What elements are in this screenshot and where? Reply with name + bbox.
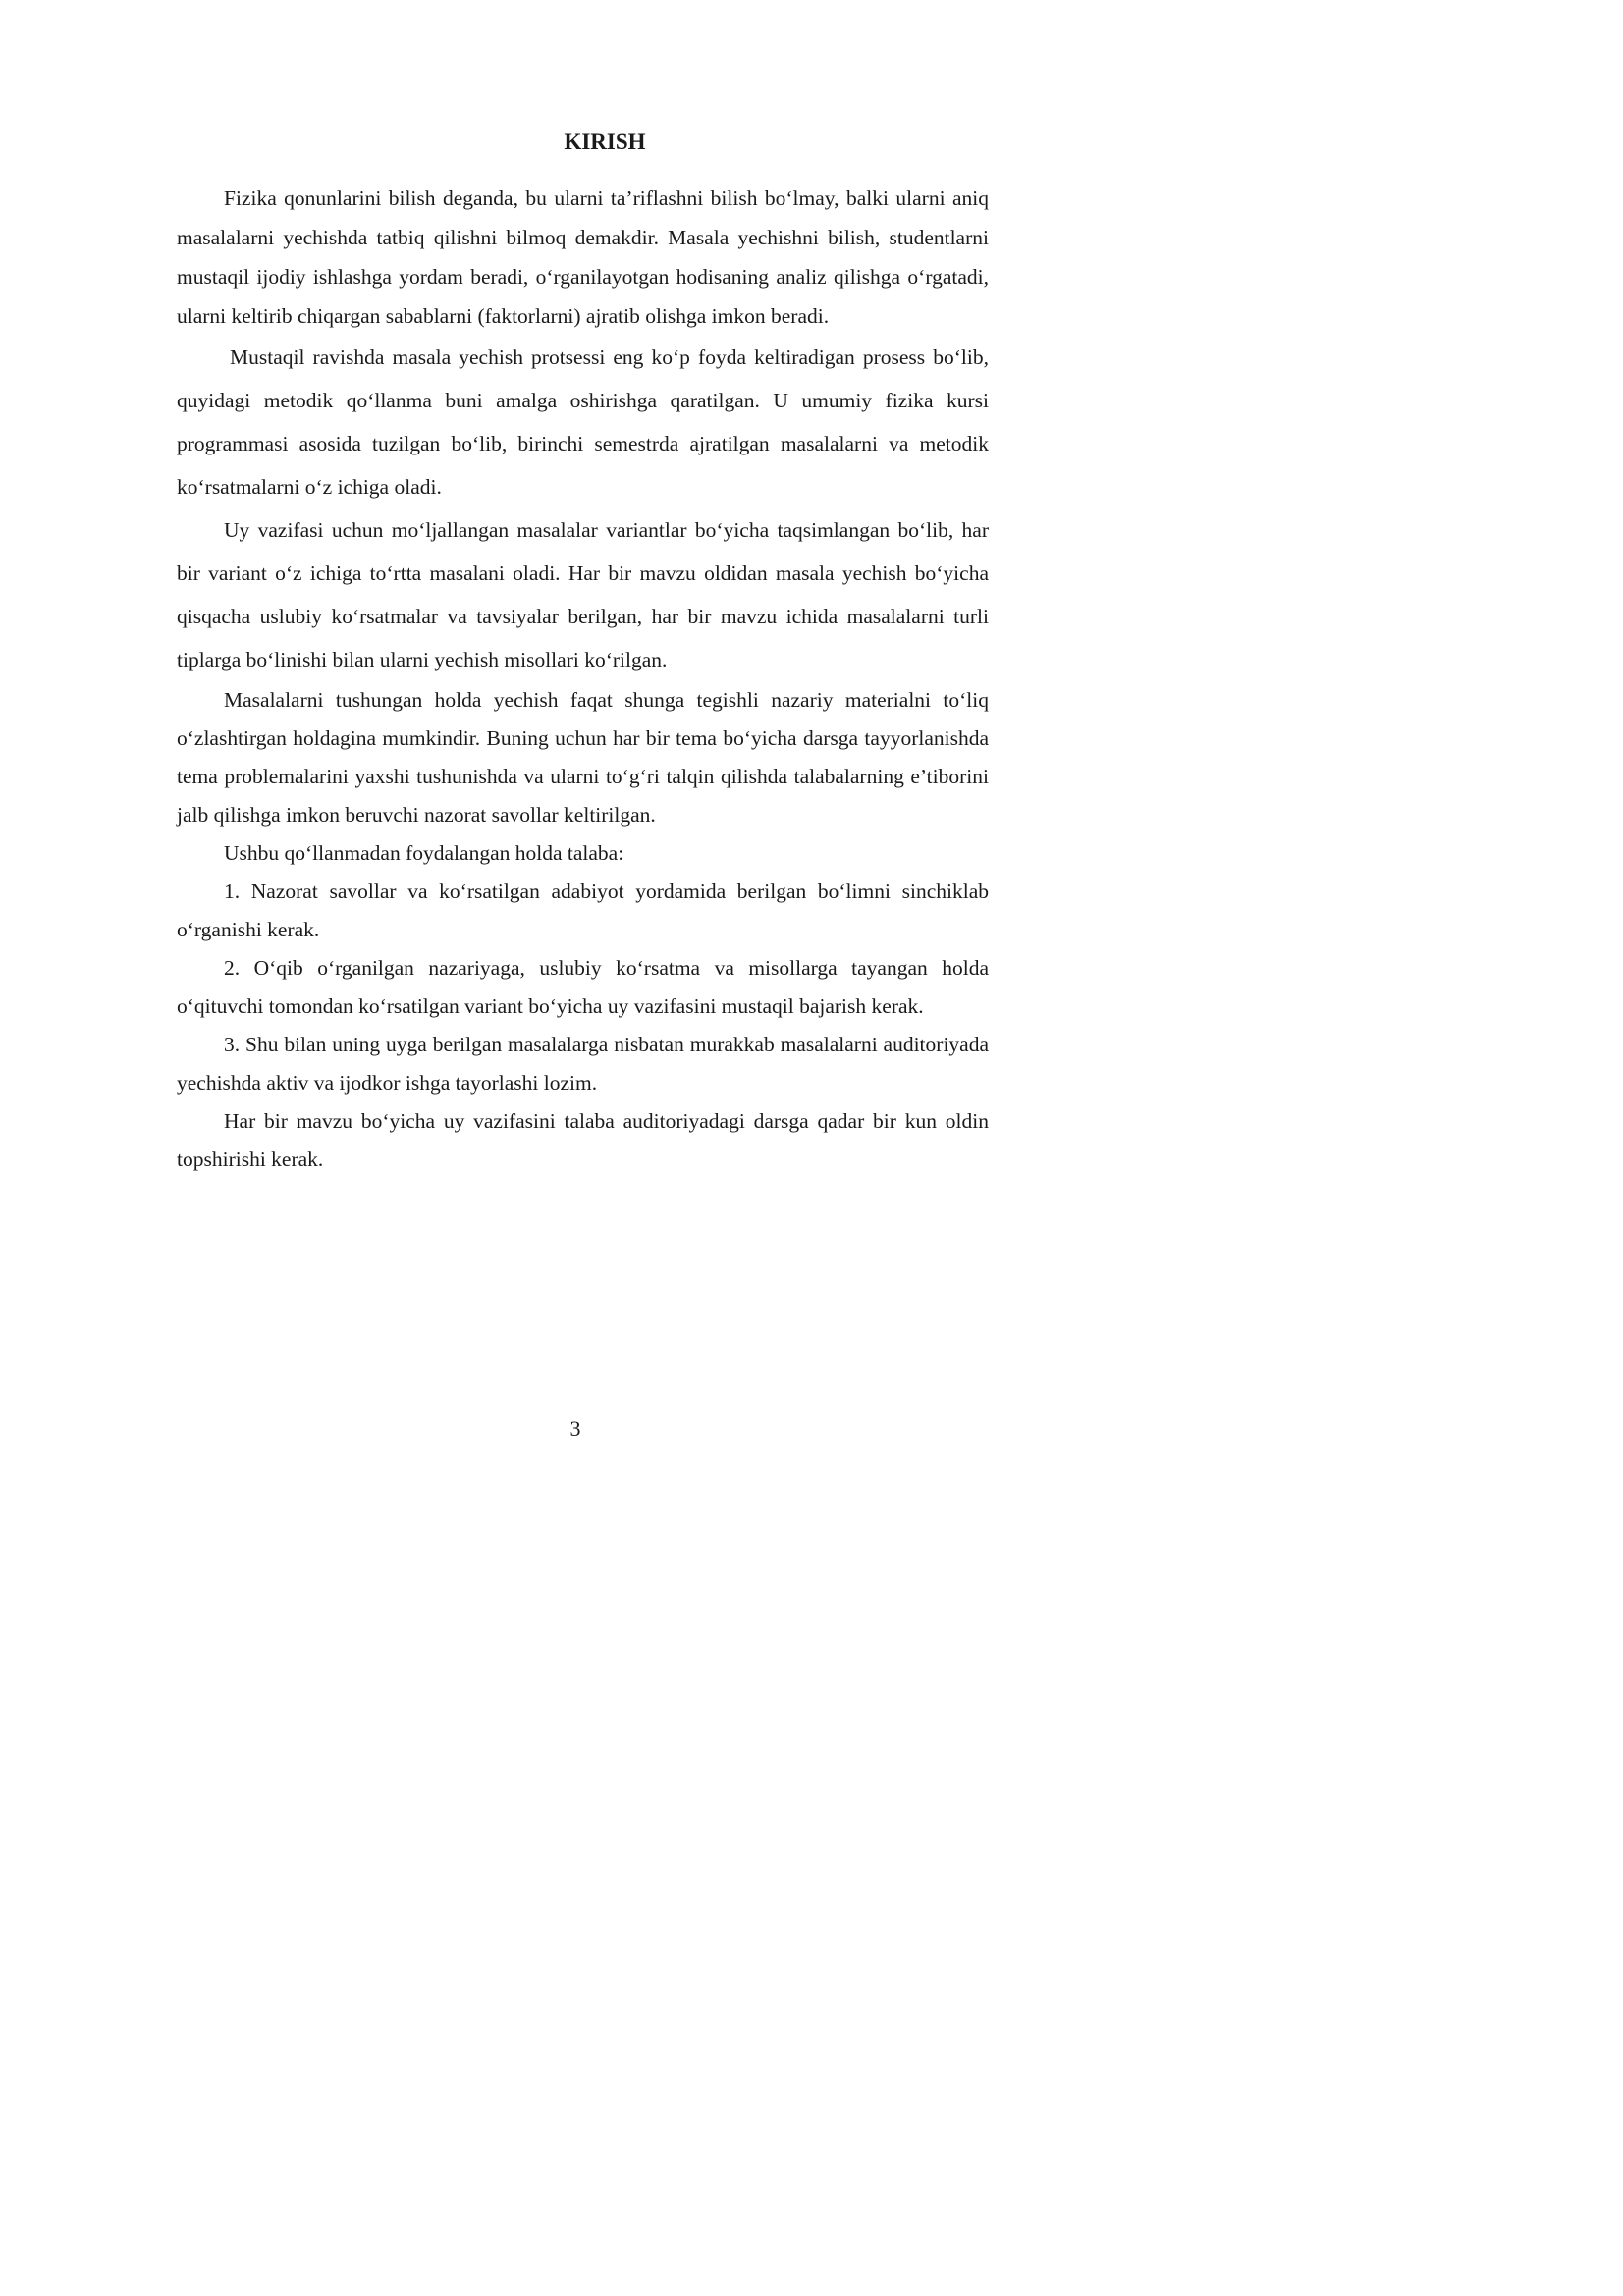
paragraph-deadline: Har bir mavzu bo‘yicha uy vazifasini talaba auditoriyadagi darsga qadar bir kun oldin topshirishi kerak. [177,1109,989,1171]
paragraph-intro: Fizika qonunlarini bilish deganda, bu ularni ta’riflashni bilish boʻlmay, balki ularni aniq masalalarni yechishda tatbiq qilishni bilmoq demakdir. Masala yechishni bilish, studentlarni mustaqil ijodiy ishlashga yordam beradi, oʻrganilayotgan hodisaning analiz qilishga oʻrgatadi, ularni keltirib chiqargan sabablarni (faktorlarni) ajratib olishga imkon beradi. [177,187,989,328]
paragraph-student-intro: Ushbu qo‘llanmadan foydalangan holda talaba: [224,841,624,865]
paragraph-theory: Masalalarni tushungan holda yechish faqat shunga tegishli nazariy materialni to‘liq o‘zlashtirgan holdagina mumkindir. Buning uchun har bir tema bo‘yicha darsga tayyorlanishda tema problemalarini yaxshi tushunishda va ularni to‘g‘ri talqin qilishda talabalarning e’tiborini jalb qilishga imkon beruvchi nazorat savollar keltirilgan. [177,688,989,827]
document-body [177,179,989,1179]
list-item-1: 1. Nazorat savollar va ko‘rsatilgan adabiyot yordamida berilgan bo‘limni sinchiklab o‘rganishi kerak. [177,880,989,941]
paragraph-homework-variants: Uy vazifasi uchun moʻljallangan masalalar variantlar boʻyicha taqsimlangan boʻlib, har bir variant oʻz ichiga toʻrtta masalani oladi. Har bir mavzu oldidan masala yechish boʻyicha qisqacha uslubiy koʻrsatmalar va tavsiyalar berilgan, har bir mavzu ichida masalalarni turli tiplarga boʻlinishi bilan ularni yechish misollari koʻrilgan. [177,518,989,671]
page-number: 3 [569,1416,581,1441]
paragraph-self-study: Mustaqil ravishda masala yechish protsessi eng ko‘p foyda keltiradigan prosess boʻlib, quyidagi metodik qoʻllanma buni amalga oshirishga qaratilgan. U umumiy fizika kursi programmasi asosida tuzilgan boʻlib, birinchi semestrda ajratilgan masalalarni va metodik koʻrsatmalarni oʻz ichiga oladi. [177,346,989,499]
document-page [0,0,1082,1530]
list-item-2: 2. O‘qib o‘rganilgan nazariyaga, uslubiy ko‘rsatma va misollarga tayangan holda o‘qituvchi tomondan ko‘rsatilgan variant bo‘yicha uy vazifasini mustaqil bajarish kerak. [177,956,989,1018]
page-title: KIRISH [564,130,646,154]
list-item-3: 3. Shu bilan uning uyga berilgan masalalarga nisbatan murakkab masalalarni auditoriyada yechishda aktiv va ijodkor ishga tayorlashi lozim. [177,1033,989,1095]
